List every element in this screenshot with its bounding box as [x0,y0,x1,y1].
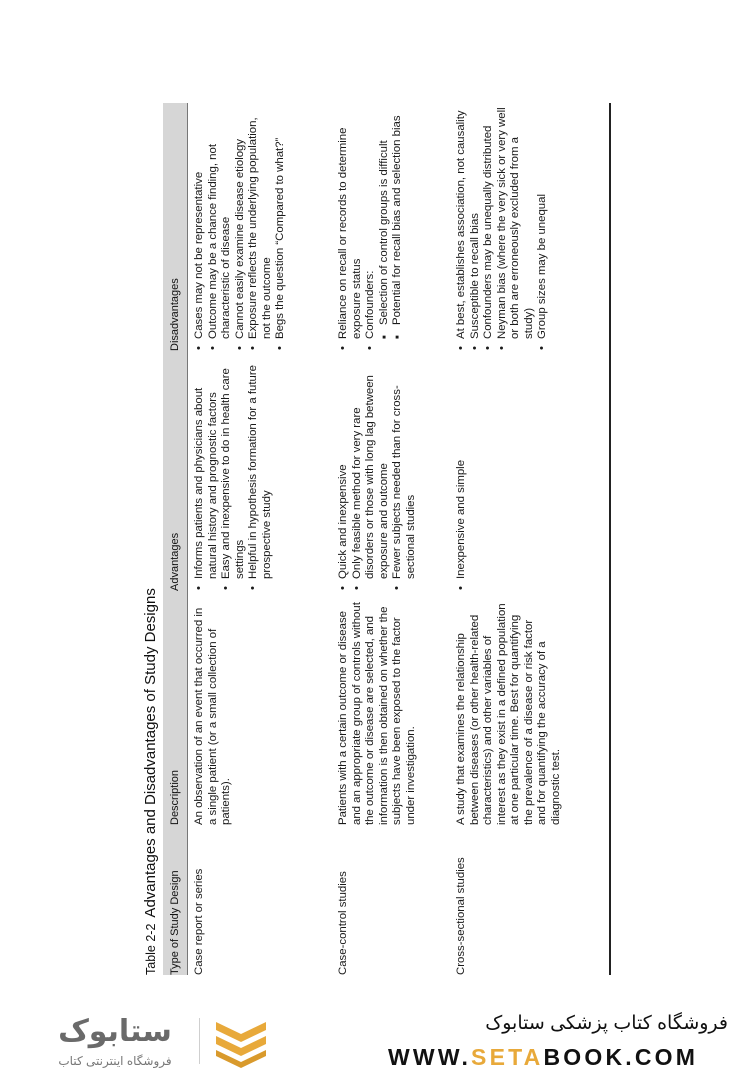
setabook-logo-subtitle: فروشگاه اینترنتی کتاب [58,1054,172,1068]
list-item: • Informs patients and physicians about natural history and prognostic factors [193,361,220,591]
list-item: • Reliance on recall or records to determine exposure status [337,105,364,351]
list-item: • Confounders may be unequally distributed [482,105,496,351]
list-item: • Outcome may be a chance finding, not characteristic of disease [207,105,234,351]
table-header [163,103,188,975]
logo-divider [199,1018,200,1064]
list-item: • Quick and inexpensive [337,361,351,591]
list-item: • Confounders: [364,105,378,351]
table-bottom-rule [609,103,611,975]
advantages-list [455,361,469,591]
list-item: • Cases may not be representative [193,105,207,351]
list-item: • Neyman bias (where the very sick or very well or both are erroneously excluded from a study) [496,105,537,351]
row-description: A study that examines the relationship between diseases (or other health-related characteristics) and other variables of interest as they exist in a defined population at one particular time. Best for quantifying the prevalence of a disease or risk factor and for quantifying the accuracy of a diagnostic test. [455,603,562,825]
advantages-list [193,361,274,591]
disadvantages-list [193,105,288,351]
list-item: • Begs the question “Compared to what?” [274,105,288,351]
setabook-logo-icon [212,1014,270,1068]
list-item: • Cannot easily examine disease etiology [234,105,248,351]
table-caption [141,103,163,975]
row-type: Case report or series [193,868,205,975]
sub-list-item: ■ Potential for recall bias and selection bias [391,105,405,351]
table-number: Table 2-2 [144,923,158,975]
header-type: Type of Study Design [169,870,181,975]
list-item: • Easy and inexpensive to do in health care settings [220,361,247,591]
table-row [455,103,605,975]
list-item: • Only feasible method for very rare disorders or those with long lag between exposure and outcome [351,361,392,591]
list-item: • Susceptible to recall bias [469,105,483,351]
list-item: • Helpful in hypothesis formation for a future prospective study [247,361,274,591]
store-name: فروشگاه کتاب پزشکی ستابوک [485,1013,728,1034]
header-disadvantages: Disadvantages [169,278,181,351]
sub-list-item: ■ Selection of control groups is difficult [378,105,392,351]
list-item: • Inexpensive and simple [455,361,469,591]
setabook-logo-wordmark: ستابوک [58,1015,172,1048]
row-description: An observation of an event that occurred in a single patient (or a small collection of patients). [193,607,232,825]
list-item: • Fewer subjects needed than for cross-sectional studies [391,361,418,591]
setabook-banner [0,1000,748,1080]
advantages-list [337,361,418,591]
url-highlight: SETA [471,1044,544,1070]
disadvantages-list [455,105,550,351]
url-suffix: BOOK.COM [543,1044,699,1070]
header-advantages: Advantages [169,532,181,591]
table-row [337,103,453,975]
url-prefix: WWW. [388,1044,472,1070]
row-description: Patients with a certain outcome or disease and an appropriate group of controls without the outcome or disease are selected, and information is then obtained on whether the subjects have been exposed to the factor under investigation. [337,602,417,825]
study-designs-table [141,103,611,975]
list-item: • Exposure reflects the underlying population, not the outcome [247,105,274,351]
row-type: Cross-sectional studies [455,857,467,975]
table-title: Advantages and Disadvantages of Study Designs [142,588,159,918]
list-item: • Group sizes may be unequal [536,105,550,351]
row-type: Case-control studies [337,871,349,975]
list-item: • At best, establishes association, not causality [455,105,469,351]
header-description: Description [169,769,181,825]
store-url[interactable] [388,1042,733,1072]
disadvantages-list [337,105,405,351]
table-row [193,103,333,975]
